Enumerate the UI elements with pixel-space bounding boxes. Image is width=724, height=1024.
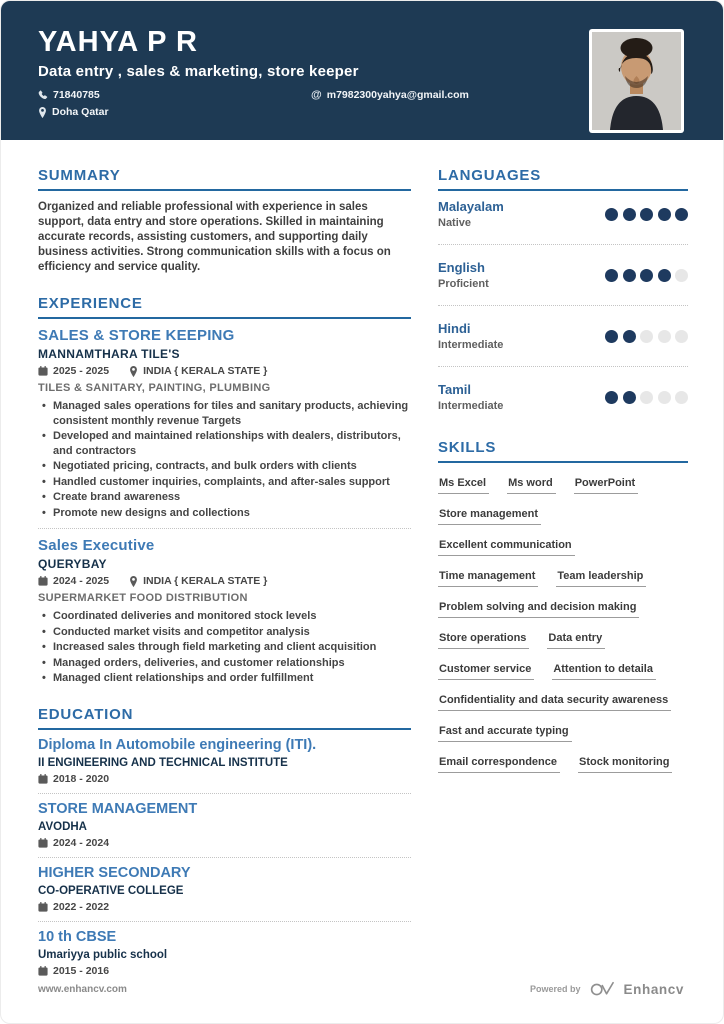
job-title: SALES & STORE KEEPING xyxy=(38,327,235,344)
experience-entry xyxy=(38,537,411,686)
dot-empty xyxy=(675,269,688,282)
location-contact xyxy=(38,106,311,118)
job-bullet: • Conducted market visits and competitor analysis xyxy=(38,625,411,640)
education-entry xyxy=(38,801,411,849)
dot-filled xyxy=(605,208,618,221)
company-name: MANNAMTHARA TILE'S xyxy=(38,347,180,361)
language-name: Malayalam xyxy=(438,199,504,214)
job-bullet: • Coordinated deliveries and monitored stock levels xyxy=(38,609,411,624)
summary-text: Organized and reliable professional with experience in sales support, data entry and store operations. Skilled in maintaining accurate records, assisting customers, and supporting daily business activities. Strong communication skills with a focus on efficiency and service quality. xyxy=(38,201,391,273)
dates-text: 2015 - 2016 xyxy=(53,964,110,977)
language-text-block xyxy=(438,321,503,351)
dot-filled xyxy=(623,391,636,404)
language-divider xyxy=(438,366,688,367)
experience-heading: EXPERIENCE xyxy=(38,295,411,319)
job-dates xyxy=(38,575,109,587)
language-text-block xyxy=(438,382,503,412)
dot-filled xyxy=(658,269,671,282)
job-bullet: • Handled customer inquiries, complaints, and after-sales support xyxy=(38,475,411,490)
experience-entry xyxy=(38,327,411,520)
right-column xyxy=(438,140,688,981)
skills-heading: SKILLS xyxy=(438,439,688,463)
degree-title: HIGHER SECONDARY xyxy=(38,864,191,881)
education-dates xyxy=(38,901,411,913)
education-divider xyxy=(38,857,411,858)
experience-list xyxy=(38,327,411,686)
education-divider xyxy=(38,921,411,922)
dot-filled xyxy=(605,330,618,343)
dot-empty xyxy=(640,391,653,404)
portrait-image xyxy=(592,32,681,130)
dates-text: 2018 - 2020 xyxy=(53,772,110,785)
school-name: AVODHA xyxy=(38,820,87,833)
job-bullet: • Managed orders, deliveries, and customer relationships xyxy=(38,656,411,671)
language-name: English xyxy=(438,260,485,275)
skills-list xyxy=(438,477,688,773)
location-pin-icon xyxy=(129,366,138,377)
skill-tag: Ms word xyxy=(507,477,556,494)
language-name: Tamil xyxy=(438,382,471,397)
job-bullet: • Negotiated pricing, contracts, and bulk orders with clients xyxy=(38,459,411,474)
education-divider xyxy=(38,793,411,794)
dot-filled xyxy=(675,208,688,221)
skill-tag: Excellent communication xyxy=(438,539,575,556)
dates-text: 2024 - 2025 xyxy=(53,575,110,587)
email-contact[interactable] xyxy=(311,89,469,101)
candidate-name: YAHYA P R xyxy=(38,26,198,58)
dot-filled xyxy=(658,208,671,221)
skill-tag: PowerPoint xyxy=(574,477,639,494)
skill-tag: Email correspondence xyxy=(438,756,560,773)
summary-heading: SUMMARY xyxy=(38,167,411,191)
school-name: Umariyya public school xyxy=(38,948,168,961)
language-row xyxy=(438,313,688,358)
dot-filled xyxy=(605,269,618,282)
phone-contact[interactable] xyxy=(38,89,311,101)
dot-filled xyxy=(605,391,618,404)
location-pin-icon xyxy=(129,576,138,587)
education-dates xyxy=(38,837,411,849)
language-text-block xyxy=(438,260,489,290)
brand-name[interactable]: Enhancv xyxy=(623,981,684,997)
location-text: INDIA { KERALA STATE } xyxy=(143,365,268,377)
dot-empty xyxy=(640,330,653,343)
experience-divider xyxy=(38,528,411,529)
job-bullet: • Developed and maintained relationships with dealers, distributors, and contractors xyxy=(38,429,411,458)
dates-text: 2024 - 2024 xyxy=(53,836,110,849)
job-title: Sales Executive xyxy=(38,537,155,554)
dot-empty xyxy=(658,391,671,404)
calendar-icon xyxy=(38,366,48,376)
dot-empty xyxy=(675,330,688,343)
proficiency-dots xyxy=(605,391,688,404)
proficiency-dots xyxy=(605,269,688,282)
calendar-icon xyxy=(38,902,48,912)
at-icon: @ xyxy=(311,89,322,102)
job-subtitle: SUPERMARKET FOOD DISTRIBUTION xyxy=(38,592,248,604)
degree-title: 10 th CBSE xyxy=(38,928,117,945)
degree-title: Diploma In Automobile engineering (ITI). xyxy=(38,736,317,753)
skill-tag: Fast and accurate typing xyxy=(438,725,572,742)
location-text: INDIA { KERALA STATE } xyxy=(143,575,268,587)
calendar-icon xyxy=(38,838,48,848)
language-level: Intermediate xyxy=(438,400,504,412)
skill-tag: Ms Excel xyxy=(438,477,489,494)
job-dates xyxy=(38,365,109,377)
calendar-icon xyxy=(38,774,48,784)
school-name: II ENGINEERING AND TECHNICAL INSTITUTE xyxy=(38,756,288,769)
phone-icon xyxy=(38,90,48,100)
job-bullet: • Promote new designs and collections xyxy=(38,506,411,521)
calendar-icon xyxy=(38,966,48,976)
location-text: Doha Qatar xyxy=(52,106,109,119)
contact-info xyxy=(38,89,469,118)
dot-filled xyxy=(623,269,636,282)
resume-header xyxy=(1,1,723,140)
dot-empty xyxy=(675,391,688,404)
job-bullet: • Managed client relationships and order fulfillment xyxy=(38,671,411,686)
language-text-block xyxy=(438,199,504,229)
language-level: Proficient xyxy=(438,278,489,290)
education-entry xyxy=(38,865,411,913)
job-location xyxy=(129,365,267,377)
pin-icon xyxy=(38,107,47,118)
phone-number: 71840785 xyxy=(53,89,100,102)
language-row xyxy=(438,374,688,419)
skill-tag: Problem solving and decision making xyxy=(438,601,639,618)
dot-filled xyxy=(640,208,653,221)
skill-tag: Team leadership xyxy=(556,570,646,587)
skill-tag: Data entry xyxy=(547,632,605,649)
powered-by-block xyxy=(530,981,684,997)
dates-text: 2025 - 2025 xyxy=(53,365,110,377)
page-footer xyxy=(1,981,723,1023)
enhancv-logo-icon xyxy=(590,981,615,997)
job-bullet: • Create brand awareness xyxy=(38,490,411,505)
education-entry xyxy=(38,929,411,977)
candidate-job-title: Data entry , sales & marketing, store keeper xyxy=(38,63,359,81)
language-row xyxy=(438,191,688,236)
dot-filled xyxy=(623,330,636,343)
education-dates xyxy=(38,773,411,785)
profile-photo xyxy=(589,29,684,133)
job-bullet: • Increased sales through field marketing and client acquisition xyxy=(38,640,411,655)
dot-filled xyxy=(623,208,636,221)
job-bullets xyxy=(38,609,411,686)
dot-empty xyxy=(658,330,671,343)
skill-tag: Attention to detaila xyxy=(552,663,656,680)
resume-body xyxy=(1,140,723,981)
skill-tag: Customer service xyxy=(438,663,534,680)
school-name: CO-OPERATIVE COLLEGE xyxy=(38,884,184,897)
skill-tag: Time management xyxy=(438,570,538,587)
degree-title: STORE MANAGEMENT xyxy=(38,800,198,817)
education-list xyxy=(38,737,411,977)
language-level: Intermediate xyxy=(438,339,504,351)
company-name: QUERYBAY xyxy=(38,557,107,571)
language-row xyxy=(438,252,688,297)
dot-filled xyxy=(640,269,653,282)
website-link[interactable]: www.enhancv.com xyxy=(38,983,127,995)
job-location xyxy=(129,575,267,587)
languages-list xyxy=(438,191,688,419)
proficiency-dots xyxy=(605,330,688,343)
skill-tag: Stock monitoring xyxy=(578,756,672,773)
job-bullets xyxy=(38,399,411,520)
job-bullet: • Managed sales operations for tiles and sanitary products, achieving consistent monthly revenue Targets xyxy=(38,399,411,428)
languages-heading: LANGUAGES xyxy=(438,167,688,191)
job-meta xyxy=(38,575,411,587)
job-subtitle: TILES & SANITARY, PAINTING, PLUMBING xyxy=(38,382,271,394)
education-dates xyxy=(38,965,411,977)
education-entry xyxy=(38,737,411,785)
powered-by-label: Powered by xyxy=(530,984,581,994)
language-divider xyxy=(438,244,688,245)
calendar-icon xyxy=(38,576,48,586)
job-meta xyxy=(38,365,411,377)
skill-tag: Store operations xyxy=(438,632,529,649)
dates-text: 2022 - 2022 xyxy=(53,900,110,913)
email-address: m7982300yahya@gmail.com xyxy=(326,89,469,102)
proficiency-dots xyxy=(605,208,688,221)
skill-tag: Confidentiality and data security awareness xyxy=(438,694,671,711)
left-column xyxy=(38,140,411,981)
education-heading: EDUCATION xyxy=(38,706,411,730)
skill-tag: Store management xyxy=(438,508,541,525)
language-level: Native xyxy=(438,217,472,229)
header-text-block xyxy=(38,27,469,140)
language-divider xyxy=(438,305,688,306)
language-name: Hindi xyxy=(438,321,471,336)
